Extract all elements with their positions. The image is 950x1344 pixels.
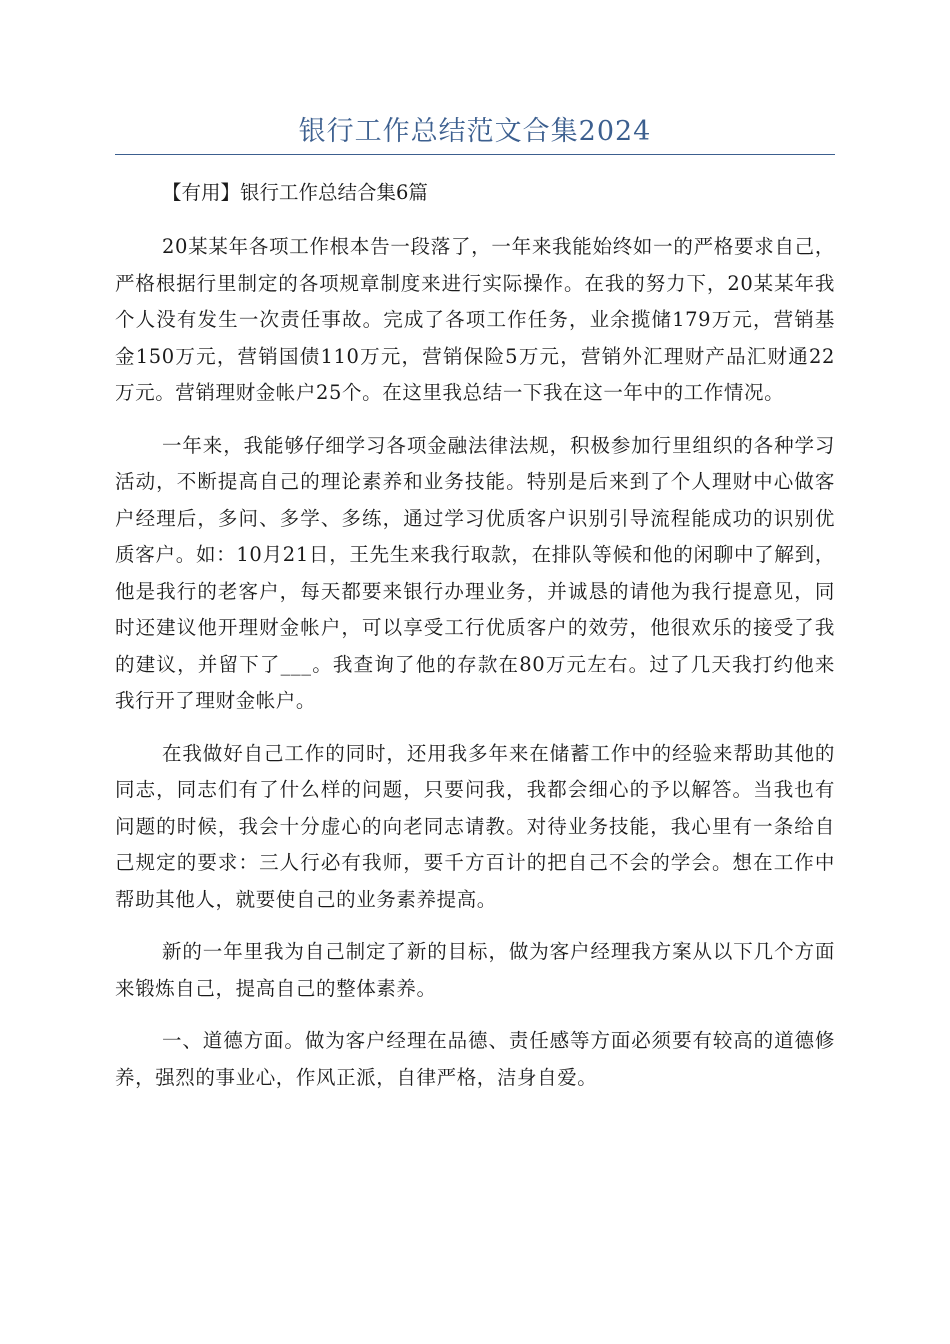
document-body [115, 173, 835, 1112]
paragraph-learning: 一年来，我能够仔细学习各项金融法律法规，积极参加行里组织的各种学习活动，不断提高自己的理论素养和业务技能。特别是后来到了个人理财中心做客户经理后，多问、多学、多练，通过学习优质客户识别引导流程能成功的识别优质客户。如：10月21日，王先生来我行取款，在排队等候和他的闲聊中了解到，他是我行的老客户，每天都要来银行办理业务，并诚恳的请他为我行提意见，同时还建议他开理财金帐户，可以享受工行优质客户的效劳，他很欢乐的接受了我的建议，并留下了___。我查询了他的存款在80万元左右。过了几天我打约他来我行开了理财金帐户。 [115, 433, 835, 712]
document-subheading: 【有用】银行工作总结合集6篇 [162, 181, 428, 204]
document-title: 银行工作总结范文合集2024 [298, 116, 652, 147]
title-underline [115, 154, 835, 155]
paragraph-new-goals: 新的一年里我为自己制定了新的目标，做为客户经理我方案从以下几个方面来锻炼自己，提高自己的整体素养。 [115, 940, 835, 1000]
paragraph-morality: 一、道德方面。做为客户经理在品德、责任感等方面必须要有较高的道德修养，强烈的事业心，作风正派，自律严格，洁身自爱。 [115, 1029, 835, 1089]
paragraph-summary: 20某某年各项工作根本告一段落了，一年来我能始终如一的严格要求自己，严格根据行里制定的各项规章制度来进行实际操作。在我的努力下，20某某年我个人没有发生一次责任事故。完成了各项工作任务，业余揽储179万元，营销基金150万元，营销国债110万元，营销保险5万元，营销外汇理财产品汇财通22万元。营销理财金帐户25个。在这里我总结一下我在这一年中的工作情况。 [115, 235, 835, 404]
paragraph-helping-colleagues: 在我做好自己工作的同时，还用我多年来在储蓄工作中的经验来帮助其他的同志，同志们有了什么样的问题，只要问我，我都会细心的予以解答。当我也有问题的时候，我会十分虚心的向老同志请教。对待业务技能，我心里有一条给自己规定的要求：三人行必有我师，要千方百计的把自己不会的学会。想在工作中帮助其他人，就要使自己的业务素养提高。 [115, 741, 835, 911]
